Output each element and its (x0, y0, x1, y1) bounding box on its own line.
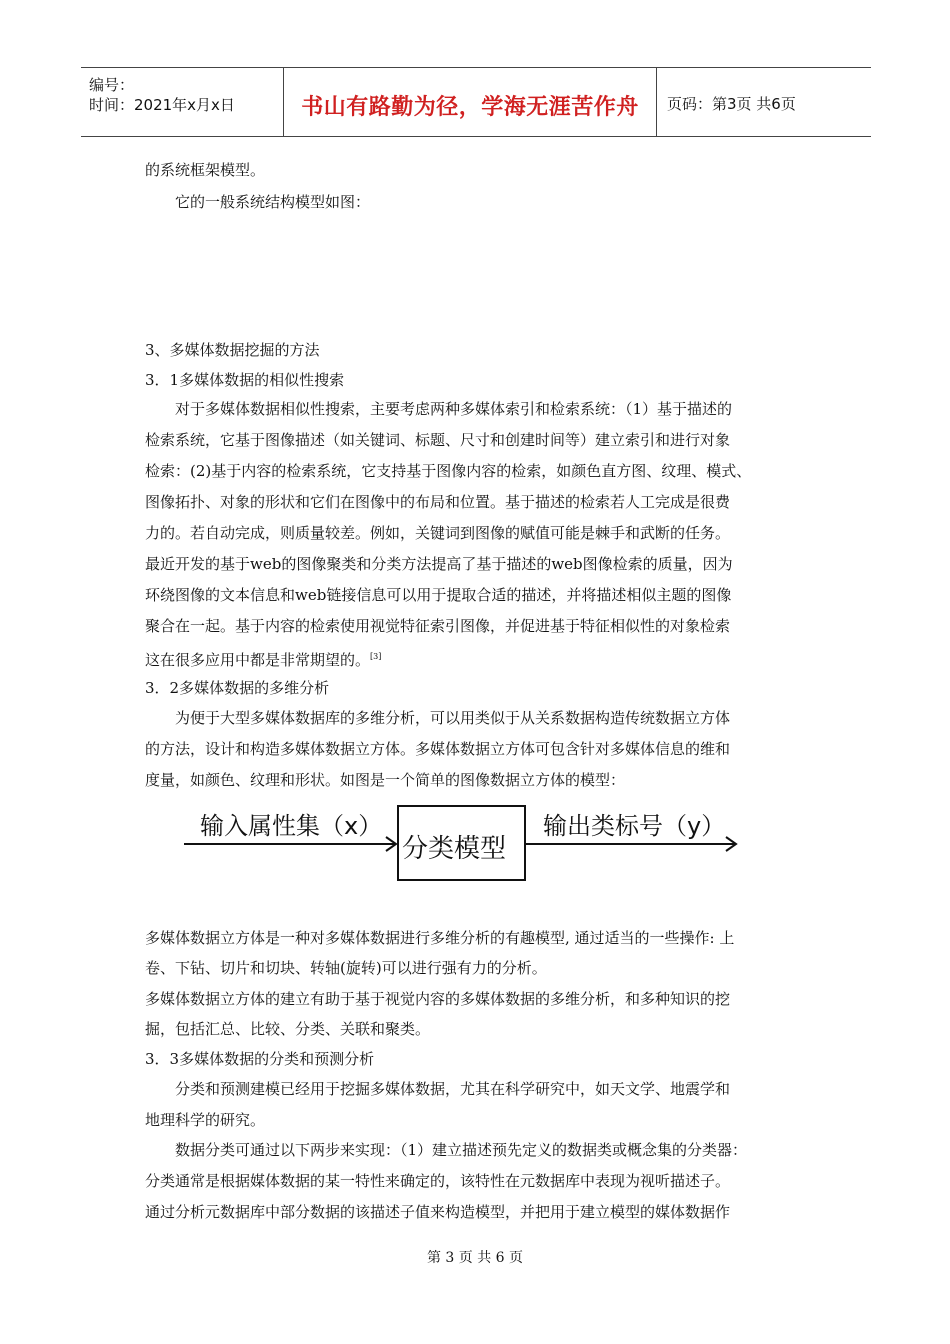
paragraph-text: 这在很多应用中都是非常期望的。 (145, 651, 371, 669)
section-heading-3-1: 3．1多媒体数据的相似性搜索 (145, 371, 345, 389)
paragraph-line: 最近开发的基于web的图像聚类和分类方法提高了基于描述的web图像检索的质量，因为 (145, 555, 733, 573)
output-class-label: 输出类标号（y） (543, 812, 726, 840)
paragraph-line: 多媒体数据立方体的建立有助于基于视觉内容的多媒体数据的多维分析，和多种知识的挖 (145, 990, 731, 1008)
section-heading-3-3: 3．3多媒体数据的分类和预测分析 (145, 1050, 375, 1068)
paragraph-line: 卷、下钻、切片和切块、转轴(旋转)可以进行强有力的分析。 (145, 959, 547, 977)
paragraph-line: 的方法，设计和构造多媒体数据立方体。多媒体数据立方体可包含针对多媒体信息的维和 (145, 740, 731, 758)
paragraph-line: 检索：(2)基于内容的检索系统，它支持基于图像内容的检索，如颜色直方图、纹理、模式、 (145, 462, 752, 480)
header-meta-cell (81, 68, 284, 136)
paragraph-line: 地理科学的研究。 (145, 1111, 266, 1129)
header-motto: 书山有路勤为径，学海无涯苦作舟 (301, 95, 639, 120)
paragraph-line: 它的一般系统结构模型如图： (175, 193, 371, 211)
model-box-label: 分类模型 (402, 834, 507, 864)
header-page-number: 页码：第3页 共6页 (667, 95, 796, 113)
paragraph-line: 多媒体数据立方体是一种对多媒体数据进行多维分析的有趣模型, 通过适当的一些操作: 上 (145, 929, 735, 947)
paragraph-line: 掘，包括汇总、比较、分类、关联和聚类。 (145, 1020, 431, 1038)
section-heading-3-2: 3．2多媒体数据的多维分析 (145, 679, 330, 697)
paragraph-line: 通过分析元数据库中部分数据的该描述子值来构造模型，并把用于建立模型的媒体数据作 (145, 1203, 731, 1221)
page-header (81, 67, 871, 137)
input-attribute-label: 输入属性集（x） (200, 812, 383, 840)
paragraph-line: 力的。若自动完成，则质量较差。例如，关键词到图像的赋值可能是棘手和武断的任务。 (145, 524, 731, 542)
code-label: 编号： (89, 76, 135, 94)
paragraph-line: 对于多媒体数据相似性搜索，主要考虑两种多媒体索引和检索系统：（1）基于描述的 (175, 400, 733, 418)
header-motto-cell (284, 68, 657, 136)
paragraph-line: 环绕图像的文本信息和web链接信息可以用于提取合适的描述，并将描述相似主题的图像 (145, 586, 732, 604)
paragraph-line: 数据分类可通过以下两步来实现：（1）建立描述预先定义的数据类或概念集的分类器： (175, 1141, 748, 1159)
classification-model-diagram (180, 800, 740, 885)
paragraph-line: 为便于大型多媒体数据库的多维分析，可以用类似于从关系数据构造传统数据立方体 (175, 709, 731, 727)
header-page-cell (657, 68, 871, 136)
paragraph-line: 检索系统，它基于图像描述（如关键词、标题、尺寸和创建时间等）建立索引和进行对象 (145, 431, 731, 449)
paragraph-line: 度量，如颜色、纹理和形状。如图是一个简单的图像数据立方体的模型： (145, 771, 626, 789)
paragraph-line (145, 647, 381, 670)
section-heading-3: 3、多媒体数据挖掘的方法 (145, 341, 320, 359)
citation-ref: [3] (370, 652, 382, 661)
paragraph-line: 的系统框架模型。 (145, 161, 266, 179)
paragraph-line: 聚合在一起。基于内容的检索使用视觉特征索引图像，并促进基于特征相似性的对象检索 (145, 617, 731, 635)
date-label: 时间：2021年x月x日 (89, 96, 235, 114)
page-footer: 第 3 页 共 6 页 (426, 1250, 524, 1266)
paragraph-line: 图像拓扑、对象的形状和它们在图像中的布局和位置。基于描述的检索若人工完成是很费 (145, 493, 731, 511)
paragraph-line: 分类和预测建模已经用于挖掘多媒体数据，尤其在科学研究中，如天文学、地震学和 (175, 1080, 731, 1098)
paragraph-line: 分类通常是根据媒体数据的某一特性来确定的，该特性在元数据库中表现为视听描述子。 (145, 1172, 731, 1190)
